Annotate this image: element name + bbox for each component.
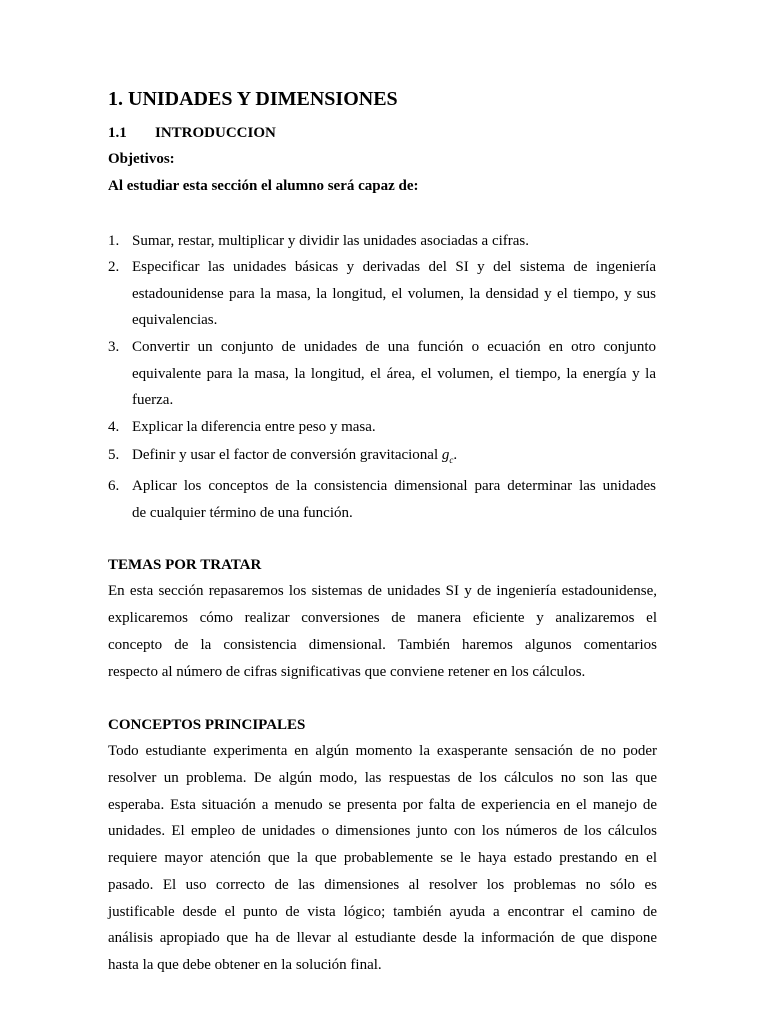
list-item-number: 4. [108, 419, 120, 435]
list-item-line [132, 447, 457, 465]
section-number: 1.1 [108, 125, 127, 141]
paragraph-line: análisis apropiado que ha de llevar al estudiante desde la información de que dispone [108, 930, 657, 946]
gravitational-factor-subscript: c [449, 455, 454, 465]
list-item-end: . [453, 447, 458, 463]
paragraph-line: justificable desde el punto de vista lógico; también ayuda a encontrar el camino de [108, 904, 657, 920]
paragraph-line: Todo estudiante experimenta en algún momento la exasperante sensación de no poder [108, 743, 657, 759]
paragraph-line: resolver un problema. De algún modo, las respuestas de los cálculos no son las que [108, 770, 657, 786]
list-item-text: Definir y usar el factor de conversión gravitacional [132, 447, 439, 463]
list-item-line: Explicar la diferencia entre peso y masa. [132, 419, 376, 435]
paragraph-line: esperaba. Esta situación a menudo se presenta por falta de experiencia en el manejo de [108, 797, 657, 813]
paragraph-line: unidades. El empleo de unidades o dimensiones junto con los números de los cálculos [108, 823, 657, 839]
list-item-number: 2. [108, 259, 120, 275]
chapter-title: 1. UNIDADES Y DIMENSIONES [108, 88, 398, 110]
gravitational-factor-symbol: g [441, 447, 450, 463]
list-item-line: de cualquier término de una función. [132, 505, 353, 521]
paragraph-line: explicaremos cómo realizar conversiones de manera eficiente y analizaremos el [108, 610, 657, 626]
objectives-intro: Al estudiar esta sección el alumno será capaz de: [108, 178, 419, 194]
paragraph-line: respecto al número de cifras significativas que conviene retener en los cálculos. [108, 664, 586, 680]
topics-heading: TEMAS POR TRATAR [108, 557, 262, 573]
paragraph-line: hasta la que debe obtener en la solución final. [108, 957, 382, 973]
concepts-heading: CONCEPTOS PRINCIPALES [108, 717, 306, 733]
list-item-number: 1. [108, 233, 120, 249]
paragraph-line: pasado. El uso correcto de las dimensiones al resolver los problemas no sólo es [108, 877, 657, 893]
list-item-line: Especificar las unidades básicas y derivadas del SI y del sistema de ingeniería [132, 259, 656, 275]
list-item-line: equivalente para la masa, la longitud, el área, el volumen, el tiempo, la energía y la [132, 366, 656, 382]
list-item-line: Aplicar los conceptos de la consistencia dimensional para determinar las unidades [132, 478, 656, 494]
list-item-number: 6. [108, 478, 120, 494]
list-item-line: equivalencias. [132, 312, 218, 328]
list-item-line: Sumar, restar, multiplicar y dividir las unidades asociadas a cifras. [132, 233, 530, 249]
list-item-number: 3. [108, 339, 120, 355]
paragraph-line: concepto de la consistencia dimensional. También haremos algunos comentarios [108, 637, 657, 653]
objectives-label: Objetivos: [108, 151, 175, 167]
list-item-line: Convertir un conjunto de unidades de una función o ecuación en otro conjunto [132, 339, 656, 355]
list-item-line: estadounidense para la masa, la longitud, el volumen, la densidad y el tiempo, y sus [132, 286, 656, 302]
list-item-number: 5. [108, 447, 120, 463]
paragraph-line: En esta sección repasaremos los sistemas de unidades SI y de ingeniería estadounidense, [108, 583, 657, 599]
paragraph-line: requiere mayor atención que la que probablemente se le haya estado prestando en el [108, 850, 657, 866]
section-title: INTRODUCCION [155, 125, 276, 141]
list-item-line: fuerza. [132, 392, 174, 408]
